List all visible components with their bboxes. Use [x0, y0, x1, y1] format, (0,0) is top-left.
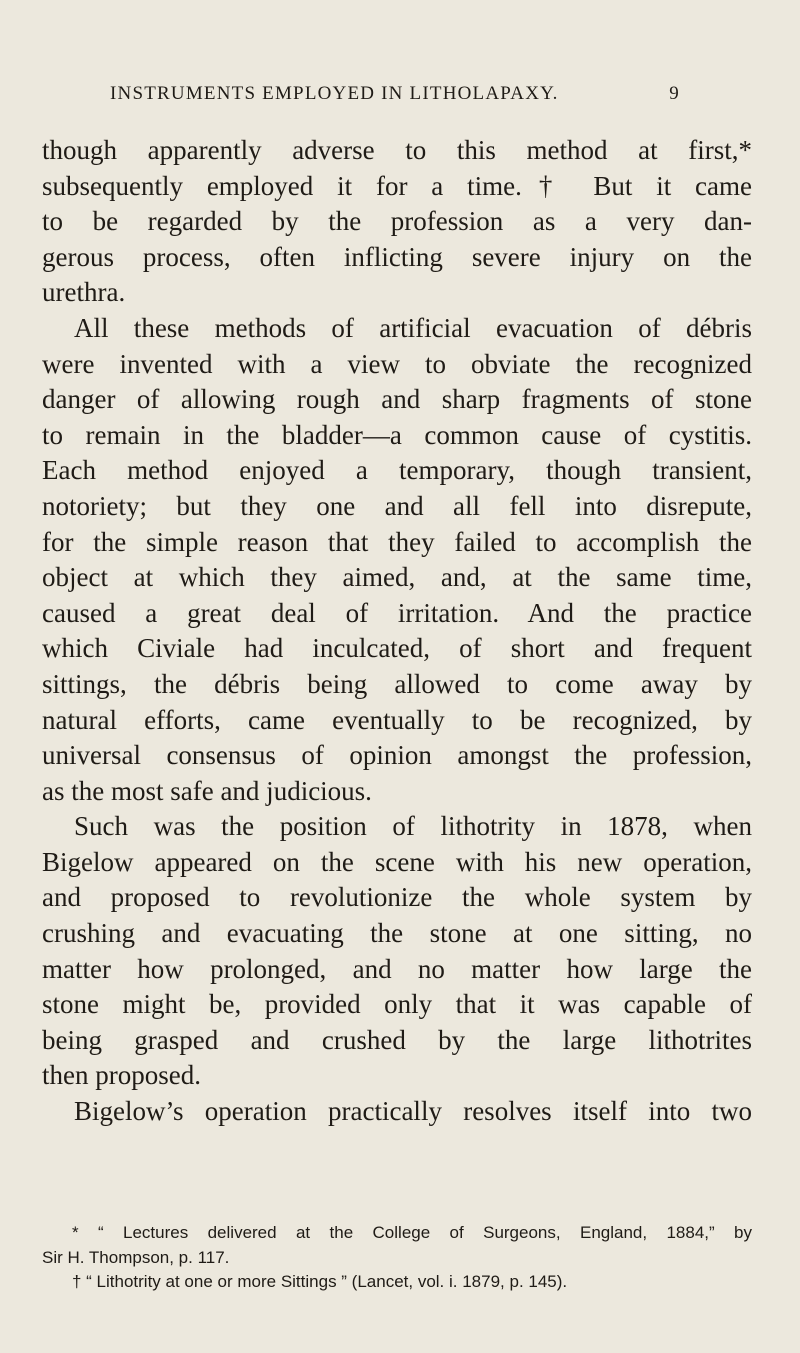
text-line: and proposed to revolutionize the whole system by — [42, 882, 752, 913]
text-line: notoriety; but they one and all fell into disrepute, — [42, 490, 752, 521]
text-line: stone might be, provided only that it was capable of — [42, 989, 752, 1020]
text-line: natural efforts, came eventually to be recognized, by — [42, 704, 752, 735]
footnote-line: Sir H. Thompson, p. 117. — [42, 1247, 230, 1267]
text-line: for the simple reason that they failed to accomplish the — [42, 526, 752, 557]
text-line: gerous process, often inflicting severe injury on the — [42, 241, 752, 272]
text-line: urethra. — [42, 277, 126, 308]
text-line: matter how prolonged, and no matter how large the — [42, 953, 752, 984]
text-line: caused a great deal of irritation. And the practice — [42, 597, 752, 628]
text-line: which Civiale had inculcated, of short and frequent — [42, 633, 752, 664]
text-line: crushing and evacuating the stone at one sitting, no — [42, 918, 752, 949]
text-line: object at which they aimed, and, at the same time, — [42, 562, 752, 593]
text-line: being grasped and crushed by the large lithotrites — [42, 1024, 752, 1055]
text-line: then proposed. — [42, 1060, 201, 1091]
text-line: All these methods of artificial evacuation of débris — [74, 312, 752, 343]
text-line: Bigelow appeared on the scene with his new operation, — [42, 846, 752, 877]
text-line: to remain in the bladder—a common cause of cystitis. — [42, 419, 752, 450]
footnote-line: * “ Lectures delivered at the College of Surgeons, England, 1884,” by — [72, 1223, 752, 1242]
text-line: Bigelow’s operation practically resolves itself into two — [74, 1096, 752, 1127]
page-number: 9 — [669, 83, 680, 104]
text-line: Each method enjoyed a temporary, though transient, — [42, 455, 752, 486]
body-text — [42, 133, 752, 1130]
footnote-line: † “ Lithotrity at one or more Sittings ” (Lancet, vol. i. 1879, p. 145). — [72, 1272, 568, 1291]
text-line: though apparently adverse to this method at first,* — [42, 135, 752, 165]
text-line: Such was the position of lithotrity in 1878, when — [74, 811, 752, 842]
text-line: were invented with a view to obviate the recognized — [42, 348, 752, 379]
text-line: to be regarded by the profession as a very dan- — [42, 206, 752, 237]
running-title: INSTRUMENTS EMPLOYED IN LITHOLAPAXY. — [110, 83, 559, 104]
text-line: universal consensus of opinion amongst the profession, — [42, 740, 752, 771]
text-line: sittings, the débris being allowed to come away by — [42, 668, 752, 699]
text-line: subsequently employed it for a time.† But it came — [42, 170, 752, 201]
text-line: danger of allowing rough and sharp fragments of stone — [42, 384, 752, 415]
footnotes — [42, 1221, 752, 1295]
text-line: as the most safe and judicious. — [42, 775, 372, 806]
